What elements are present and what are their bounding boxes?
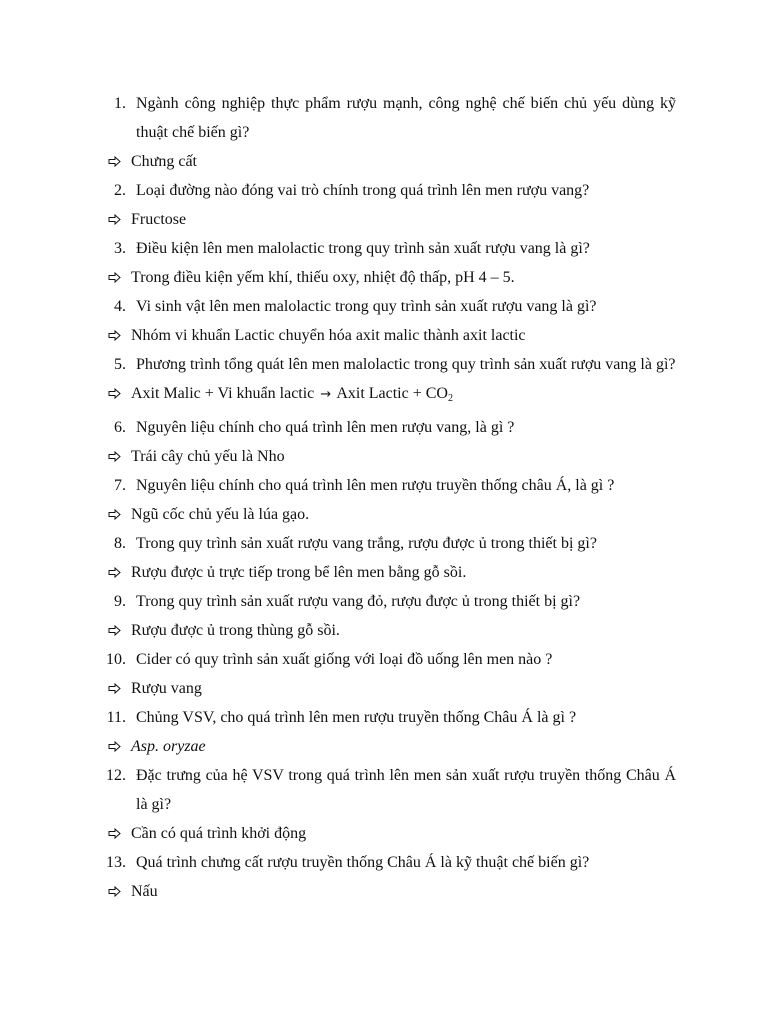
question-number: 1. [114,95,126,112]
question-number: 13. [106,854,126,871]
question-text: Nguyên liệu chính cho quá trình lên men rượu vang, là gì ? [136,419,515,436]
question-number: 8. [114,535,126,552]
answer-text: Rượu được ủ trực tiếp trong bể lên men bằng gỗ sồi. [131,564,467,581]
answer-text-right: Axit Lactic + CO [336,385,448,402]
answer-text: Rượu được ủ trong thùng gỗ sồi. [131,622,340,639]
question-text: Trong quy trình sản xuất rượu vang đỏ, rượu được ủ trong thiết bị gì? [136,593,581,610]
question-number: 6. [114,419,126,436]
question-text: Cider có quy trình sản xuất giống với loại đồ uống lên men nào ? [136,651,553,668]
question-number: 10. [106,651,126,668]
question-number: 9. [114,593,126,610]
answer-item [0,263,676,292]
question-item [0,89,676,147]
hollow-right-arrow-icon [108,500,124,529]
question-text: Quá trình chưng cất rượu truyền thống Châu Á là kỹ thuật chế biến gì? [136,854,590,871]
question-item [0,413,676,442]
hollow-right-arrow-icon [108,442,124,471]
question-number: 2. [114,182,126,199]
hollow-right-arrow-icon [108,674,124,703]
answer-text-left: Axit Malic + Vi khuẩn lactic [131,385,315,402]
answer-text: Trái cây chủ yếu là Nho [131,448,285,465]
hollow-right-arrow-icon [108,558,124,587]
question-item [0,645,676,674]
question-text: Ngành công nghiệp thực phẩm rượu mạnh, công nghệ chế biến chủ yếu dùng kỹ thuật chế biến gì? [136,95,676,141]
question-text: Loại đường nào đóng vai trò chính trong quá trình lên men rượu vang? [136,182,590,199]
question-text: Nguyên liệu chính cho quá trình lên men rượu truyền thống châu Á, là gì ? [136,477,615,494]
right-arrow-symbol: → [320,387,332,402]
subscript: 2 [447,393,453,404]
question-number: 5. [114,356,126,373]
answer-text: Trong điều kiện yếm khí, thiếu oxy, nhiệt độ thấp, pH 4 – 5. [131,269,515,286]
hollow-right-arrow-icon [108,819,124,848]
question-text: Điều kiện lên men malolactic trong quy trình sản xuất rượu vang là gì? [136,240,590,257]
answer-item [0,500,676,529]
answer-item [0,616,676,645]
hollow-right-arrow-icon [108,263,124,292]
hollow-right-arrow-icon [108,147,124,176]
question-number: 3. [114,240,126,257]
question-number: 12. [106,767,126,784]
hollow-right-arrow-icon [108,732,124,761]
answer-text: Chưng cất [131,153,197,170]
answer-item [0,379,676,413]
answer-item [0,205,676,234]
question-item [0,292,676,321]
answer-item [0,674,676,703]
answer-text: Ngũ cốc chủ yếu là lúa gạo. [131,506,310,523]
answer-text: Asp. oryzae [131,738,206,755]
answer-item [0,819,676,848]
question-item [0,176,676,205]
hollow-right-arrow-icon [108,379,124,408]
question-item [0,587,676,616]
question-item [0,848,676,877]
answer-text: Cần có quá trình khởi động [131,825,307,842]
answer-text: Nhóm vi khuẩn Lactic chuyển hóa axit malic thành axit lactic [131,327,526,344]
answer-item [0,558,676,587]
question-number: 4. [114,298,126,315]
question-text: Phương trình tổng quát lên men malolactic trong quy trình sản xuất rượu vang là gì? [136,356,676,373]
hollow-right-arrow-icon [108,205,124,234]
question-number: 11. [106,709,126,726]
question-text: Vi sinh vật lên men malolactic trong quy trình sản xuất rượu vang là gì? [136,298,597,315]
question-item [0,471,676,500]
question-item [0,529,676,558]
question-text: Đặc trưng của hệ VSV trong quá trình lên men sản xuất rượu truyền thống Châu Á là gì? [136,767,676,813]
answer-text: Nấu [131,883,158,900]
question-item [0,703,676,732]
question-text: Trong quy trình sản xuất rượu vang trắng, rượu được ủ trong thiết bị gì? [136,535,597,552]
qa-list [0,89,768,906]
hollow-right-arrow-icon [108,616,124,645]
answer-item [0,732,676,761]
answer-text: Rượu vang [131,680,202,697]
answer-item [0,442,676,471]
hollow-right-arrow-icon [108,321,124,350]
question-item [0,761,676,819]
hollow-right-arrow-icon [108,877,124,906]
answer-item [0,321,676,350]
answer-item [0,877,676,906]
answer-item [0,147,676,176]
question-item [0,350,676,379]
answer-text: Fructose [131,211,187,228]
question-number: 7. [114,477,126,494]
question-item [0,234,676,263]
question-text: Chủng VSV, cho quá trình lên men rượu truyền thống Châu Á là gì ? [136,709,577,726]
